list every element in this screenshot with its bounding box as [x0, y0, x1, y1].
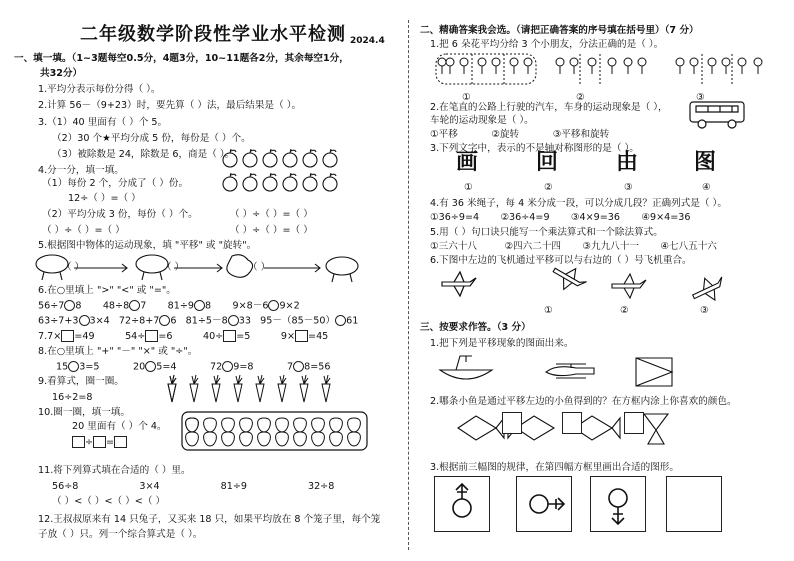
answer-box[interactable] [223, 330, 236, 342]
q10-statement: 20 里面有（ ）个 4。 [72, 421, 167, 432]
r1-flowers-illustration [436, 52, 766, 94]
q6-expr: 9×2 [279, 300, 300, 312]
q8-expr: 9=8 [233, 361, 254, 373]
t1-illustration [436, 352, 676, 392]
apples-illustration [222, 150, 372, 202]
r3-text: 3.下列文字中，表示的不是轴对称图形的是（ ）。 [430, 143, 639, 154]
r3-char-3: 由 [616, 149, 639, 175]
answer-circle[interactable] [222, 361, 233, 372]
r5-option: ④七八五十六 [660, 241, 717, 252]
q4a-equation: 12÷（ ）=（ ） [68, 193, 141, 204]
section-1-heading-cont: 共32分） [40, 68, 83, 79]
answer-circle[interactable] [159, 315, 170, 326]
r5-option: ①三六十八 [430, 241, 477, 252]
r3-num-1: ① [464, 182, 473, 193]
carrots-illustration [162, 372, 372, 408]
q11-expr: 56÷8 [52, 481, 79, 492]
r3-num-4: ④ [702, 182, 711, 193]
r5-option: ③九九八十一 [582, 241, 639, 252]
q5-blank-2: （ ） [162, 262, 185, 273]
q11-expressions [52, 481, 334, 493]
r3-num-2: ② [544, 182, 553, 193]
q7-expr: 54÷ [125, 331, 146, 342]
q9-text: 9.看算式，圈一圈。 [38, 376, 124, 387]
q7-expr: =45 [308, 331, 329, 342]
q2-text: 2.计算 56－（9+23）时，要先算（ ）法，最后结果是（ ）。 [38, 100, 302, 111]
answer-box[interactable] [145, 330, 158, 342]
q6-expr: 81÷5－8 [185, 315, 228, 327]
r4-text: 4.有 36 米绳子，每 4 米分成一段，可以分成几段？正确列式是（ ）。 [430, 198, 727, 209]
q11-expr: 32÷8 [307, 481, 335, 492]
q6-text: 6.在○里填上 ">" "<" 或 "="。 [38, 285, 176, 296]
q4c-equation-2: （ ）÷（ ）=（ ） [230, 225, 313, 236]
r1-option-2: ② [576, 92, 585, 103]
r3-num-3: ③ [624, 182, 633, 193]
q1-text: 1.平均分表示每份分得（ ）。 [38, 84, 161, 95]
q6-expr: 81÷9 [167, 300, 195, 312]
q5-blank-3: （ ） [248, 262, 271, 273]
q8-text: 8.在○里填上 "+" "－" "×" 或 "÷"。 [38, 346, 198, 357]
q7-expr: 7× [47, 331, 62, 342]
r4-options [430, 212, 690, 224]
q9-equation: 16÷2=8 [52, 392, 93, 403]
q6-expr: 56÷7 [38, 300, 65, 312]
left-column [12, 0, 404, 561]
q6-expr: 7 [140, 300, 147, 312]
q11-expr: 81÷9 [220, 481, 247, 492]
r3-char-4: 图 [694, 149, 717, 175]
section-1-heading: 一、填一填。（1~3题每空0.5分，4题3分，10~11题各2分，其余每空1分， [14, 53, 349, 64]
answer-circle[interactable] [68, 361, 79, 372]
answer-box[interactable] [72, 436, 85, 448]
answer-circle[interactable] [129, 300, 140, 311]
q6-expr: 95－（85－50） [260, 315, 336, 327]
r2-options [430, 129, 609, 141]
r6-option-2: ② [620, 305, 629, 316]
q6-expr: 8 [75, 300, 82, 312]
q11-expr: 3×4 [139, 481, 160, 492]
q4b-equation: （ ）÷（ ）=（ ） [42, 225, 125, 236]
q5-text: 5.根据图中物体的运动现象，填 "平移" 或 "旋转"。 [38, 240, 257, 251]
q12-text: 12.王叔叔原来有 14 只兔子，又买来 18 只，如果平均放在 8 个笼子里，每个笼 [38, 514, 381, 525]
r4-option: ②36÷4=9 [500, 212, 550, 223]
q6-expr: 9×8－6 [232, 300, 269, 312]
q8-expr: 7 [287, 361, 294, 373]
answer-circle[interactable] [293, 361, 304, 372]
airplanes-illustration [440, 268, 760, 308]
q10-boxes: ÷ = [72, 436, 127, 449]
r2-option: ②旋转 [491, 129, 520, 140]
q8-expr: 8=56 [304, 361, 331, 373]
q7-row [38, 330, 328, 343]
r1-text: 1.把 6 朵花平均分给 3 个小朋友，分法正确的是（ ）。 [430, 39, 664, 50]
q6-expr: 48÷8 [102, 300, 130, 312]
q6-expr: 72÷8+7 [118, 315, 160, 327]
page-title: 二年级数学阶段性学业水平检测 [80, 24, 346, 45]
q4c-equation: （ ）÷（ ）=（ ） [230, 209, 313, 220]
r1-option-1: ① [462, 92, 471, 103]
q8-expr: 3=5 [79, 361, 100, 373]
q8-expr: 15 [56, 361, 69, 373]
q11-blanks: （ ）<（ ）<（ ）<（ ） [52, 496, 166, 507]
r6-option-1: ① [544, 305, 553, 316]
t2-text: 2.哪条小鱼是通过平移左边的小鱼得到的？在方框内涂上你喜欢的颜色。 [430, 396, 737, 407]
q6-expr: 63÷7+3 [38, 315, 79, 327]
answer-box[interactable] [114, 436, 127, 448]
q5-motion-illustration [32, 252, 392, 284]
r2-option: ③平移和旋转 [552, 129, 610, 140]
exam-date: 2024.4 [350, 36, 385, 46]
q3a-text: 3.（1）40 里面有（ ）个 5。 [38, 117, 168, 128]
fish-color-box-3[interactable] [624, 412, 644, 434]
r1-option-3: ③ [696, 92, 705, 103]
q8-expr: 5=4 [156, 361, 177, 373]
answer-circle[interactable] [268, 300, 279, 311]
answer-circle[interactable] [145, 361, 156, 372]
answer-circle[interactable] [194, 300, 205, 311]
q4-text: 4.分一分，填一填。 [38, 165, 124, 176]
q11-text: 11.将下列算式填在合适的（ ）里。 [38, 465, 191, 476]
t1-text: 1.把下列是平移现象的图面出来。 [430, 338, 574, 349]
bus-illustration [688, 100, 748, 130]
q3c-text: （3）被除数是 24，除数是 6，商是（ ）。 [52, 149, 235, 160]
t3-text: 3.根据前三幅图的规律，在第四幅方框里画出合适的图形。 [430, 462, 679, 473]
r5-option: ②四六二十四 [504, 241, 562, 252]
answer-box[interactable] [61, 330, 74, 342]
r6-text: 6.下图中左边的飞机通过平移可以与右边的（ ）号飞机重合。 [430, 255, 692, 266]
answer-circle[interactable] [228, 315, 239, 326]
q7-expr: =49 [74, 331, 95, 342]
q6-expr: 3×4 [89, 315, 110, 327]
r6-option-3: ③ [700, 305, 709, 316]
column-divider [408, 20, 409, 550]
q6-expr: 6 [170, 315, 177, 327]
q6-row-1 [38, 300, 300, 313]
q6-expr: 61 [346, 315, 359, 327]
q7-expr: =6 [158, 331, 173, 342]
q6-expr: 8 [205, 300, 212, 312]
q6-expr: 33 [238, 315, 251, 327]
section-2-heading: 二、精确答案我会选。（请把正确答案的序号填在括号里）（7 分） [420, 25, 699, 36]
q12-text-cont: 子放（ ）只。列一个综合算式是（ ）。 [38, 529, 203, 540]
r4-option: ①36÷9=4 [430, 212, 480, 223]
r5-text: 5.用（ ）句口诀只能写一个乘法算式和一个除法算式。 [430, 227, 663, 238]
r3-char-2: 回 [536, 149, 559, 175]
q5-blank-1: （ ） [62, 262, 85, 273]
q8-expr: 20 [133, 361, 146, 373]
answer-box[interactable] [93, 436, 106, 448]
pattern-symbols [434, 476, 654, 532]
r4-option: ④9×4=36 [641, 212, 691, 223]
q10-text: 10.圈一圈，填一填。 [38, 407, 131, 418]
r2-option: ①平移 [430, 129, 458, 140]
r5-options [430, 241, 717, 253]
q7-expr: =5 [236, 331, 251, 342]
q4b-text: （2）平均分成 3 份，每份（ ）个。 [42, 209, 198, 220]
q8-expr: 72 [210, 361, 223, 373]
answer-circle[interactable] [64, 300, 75, 311]
fish-color-box-2[interactable] [562, 412, 582, 434]
q3b-text: （2）30 个★平均分成 5 份，每份是（ ）个。 [52, 133, 251, 144]
right-column [416, 0, 786, 561]
answer-circle[interactable] [79, 315, 90, 326]
r4-option: ③4×9=36 [570, 212, 620, 223]
fish-color-box-1[interactable] [502, 412, 522, 434]
r3-char-1: 画 [456, 149, 479, 175]
q6-row-2 [38, 315, 358, 328]
answer-circle[interactable] [335, 315, 346, 326]
q7-number: 7. [38, 331, 48, 342]
strawberries-illustration [182, 412, 367, 450]
r2-text-cont: 车轮的运动现象是（ ）。 [430, 115, 534, 126]
pattern-answer-box[interactable] [666, 476, 722, 532]
section-3-heading: 三、按要求作答。（3 分） [420, 322, 531, 333]
q7-expr: 40÷ [202, 331, 224, 342]
answer-box[interactable] [295, 330, 308, 342]
q7-expr: 9× [280, 331, 296, 342]
q4a-text: （1）每份 2 个，分成了（ ）份。 [42, 178, 189, 189]
r2-text: 2.在笔直的公路上行驶的汽车，车身的运动现象是（ ）， [430, 102, 668, 113]
